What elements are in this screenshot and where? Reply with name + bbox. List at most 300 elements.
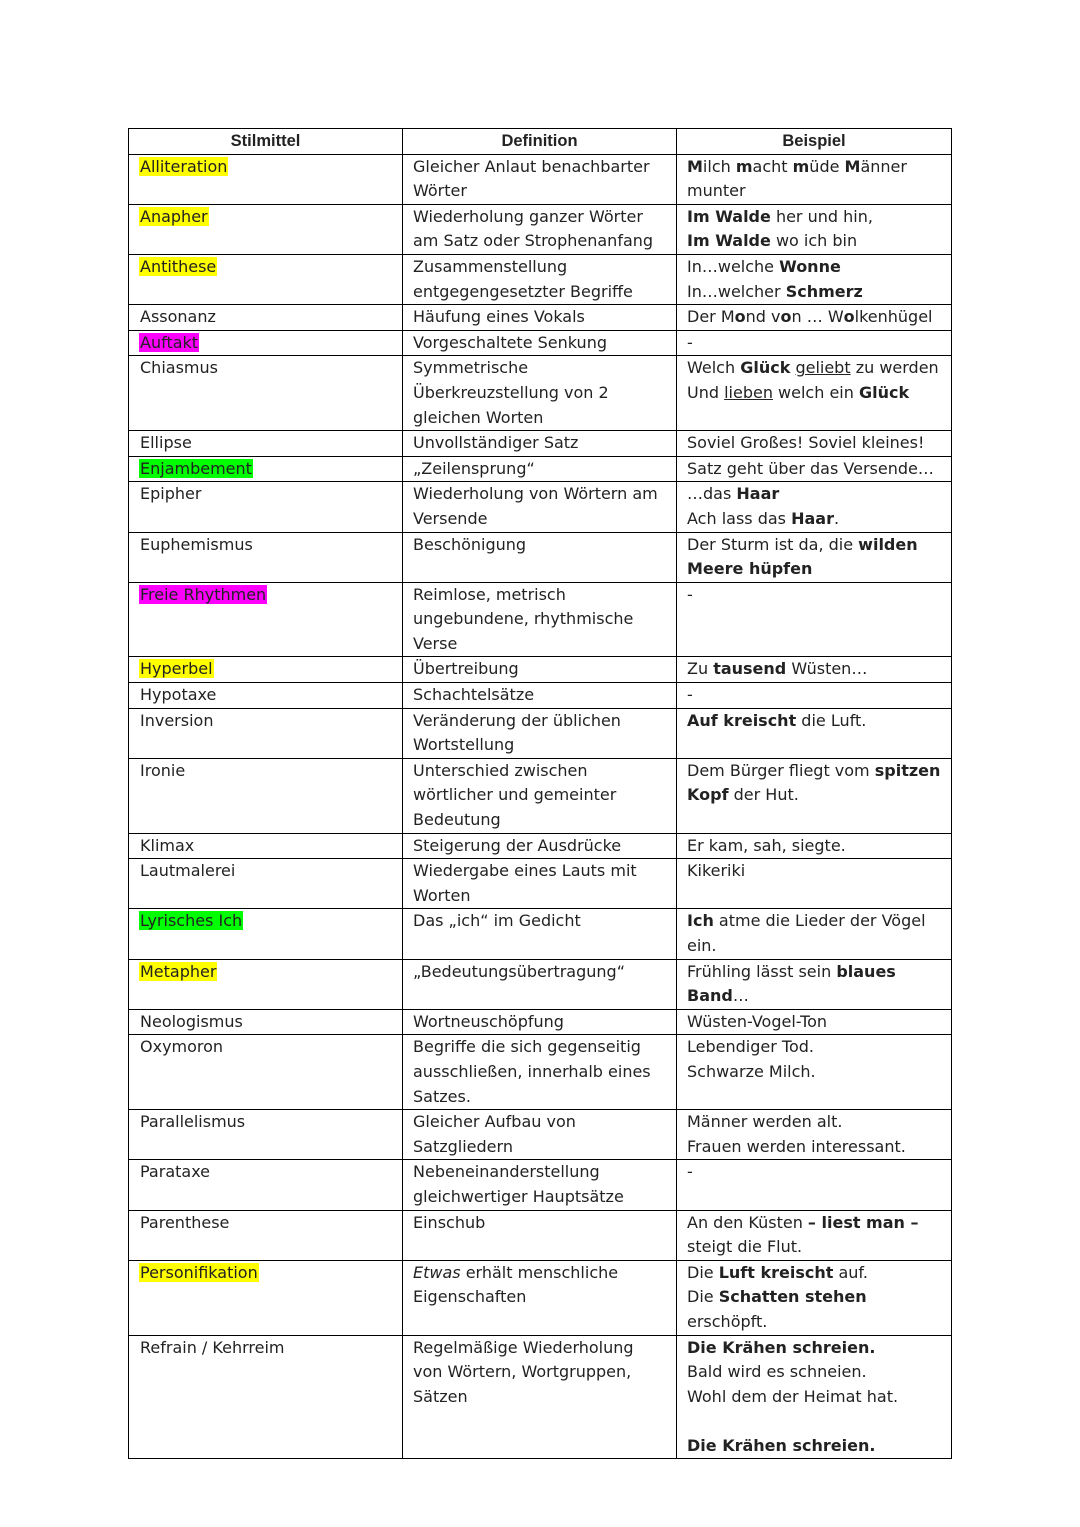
bold-text: Schatten stehen bbox=[718, 1287, 867, 1307]
definition-cell bbox=[403, 532, 677, 582]
cell-line bbox=[687, 1211, 947, 1236]
table-row bbox=[129, 1160, 952, 1210]
cell-line bbox=[687, 1010, 947, 1035]
text-run: Begriffe die sich gegenseitig bbox=[413, 1037, 641, 1057]
text-run: Regelmäßige Wiederholung bbox=[413, 1337, 634, 1357]
stilmittel-cell bbox=[129, 254, 403, 304]
definition-cell bbox=[403, 1210, 677, 1260]
stilmittel-cell bbox=[129, 356, 403, 431]
table-row bbox=[129, 482, 952, 532]
bold-text: wilden bbox=[858, 534, 918, 554]
cell-line bbox=[413, 1261, 672, 1286]
bold-text: M bbox=[687, 156, 703, 176]
cell-line bbox=[413, 1110, 672, 1135]
stilmittel-term: Hyperbel bbox=[140, 659, 213, 679]
cell-line bbox=[413, 583, 672, 608]
beispiel-cell bbox=[677, 482, 952, 532]
beispiel-cell bbox=[677, 356, 952, 431]
definition-cell bbox=[403, 683, 677, 709]
text-run: Versende bbox=[413, 508, 488, 528]
text-run: die Luft. bbox=[796, 710, 867, 730]
text-run: änner bbox=[860, 156, 907, 176]
beispiel-cell bbox=[677, 1335, 952, 1459]
text-run: … bbox=[732, 986, 749, 1006]
cell-line bbox=[413, 305, 672, 330]
text-run: Er kam, sah, siegte. bbox=[687, 835, 846, 855]
text-run: ausschließen, innerhalb eines bbox=[413, 1061, 651, 1081]
cell-line bbox=[687, 1035, 947, 1060]
cell-line bbox=[687, 1110, 947, 1135]
bold-text: Im Walde bbox=[687, 231, 771, 251]
cell-line bbox=[687, 960, 947, 985]
definition-cell bbox=[403, 456, 677, 482]
cell-line bbox=[413, 632, 672, 657]
text-run: Wiedergabe eines Lauts mit bbox=[413, 861, 637, 881]
cell-line bbox=[687, 934, 947, 959]
cell-line bbox=[687, 457, 947, 482]
cell-line bbox=[413, 1010, 672, 1035]
stilmittel-term: Parataxe bbox=[140, 1162, 211, 1182]
table-row bbox=[129, 657, 952, 683]
definition-cell bbox=[403, 1035, 677, 1110]
stilmittel-term: Oxymoron bbox=[140, 1037, 224, 1057]
text-run: Schwarze Milch. bbox=[687, 1061, 816, 1081]
text-run: Symmetrische bbox=[413, 358, 529, 378]
bold-text: o bbox=[843, 307, 855, 327]
header-stilmittel: Stilmittel bbox=[129, 129, 403, 155]
definition-cell bbox=[403, 859, 677, 909]
text-run: In…welcher bbox=[687, 281, 786, 301]
definition-cell bbox=[403, 482, 677, 532]
text-run: Verse bbox=[413, 633, 458, 653]
cell-line bbox=[413, 859, 672, 884]
table-row bbox=[129, 959, 952, 1009]
text-run: Zu bbox=[687, 659, 714, 679]
stilmittel-term: Chiasmus bbox=[140, 358, 218, 378]
cell-line bbox=[413, 909, 672, 934]
underlined-text: geliebt bbox=[795, 358, 851, 378]
header-definition: Definition bbox=[403, 129, 677, 155]
table-row bbox=[129, 204, 952, 254]
beispiel-cell bbox=[677, 909, 952, 959]
text-run: Satzes. bbox=[413, 1086, 471, 1106]
definition-cell bbox=[403, 431, 677, 457]
beispiel-cell bbox=[677, 1035, 952, 1110]
beispiel-cell bbox=[677, 758, 952, 833]
cell-line bbox=[687, 155, 947, 180]
text-run: Welch bbox=[687, 358, 741, 378]
text-run: munter bbox=[687, 181, 746, 201]
text-run: üde bbox=[809, 156, 845, 176]
text-run: Wiederholung ganzer Wörter bbox=[413, 206, 643, 226]
cell-line bbox=[413, 1185, 672, 1210]
stilmittel-term: Parenthese bbox=[140, 1212, 230, 1232]
text-run: her und hin, bbox=[770, 206, 873, 226]
definition-cell bbox=[403, 959, 677, 1009]
table-row bbox=[129, 909, 952, 959]
bold-text: tausend bbox=[713, 659, 787, 679]
text-run: Häufung eines Vokals bbox=[413, 307, 585, 327]
stilmittel-table bbox=[128, 128, 952, 1459]
cell-line bbox=[687, 583, 947, 608]
stilmittel-cell bbox=[129, 1210, 403, 1260]
cell-line bbox=[413, 1160, 672, 1185]
beispiel-cell bbox=[677, 657, 952, 683]
bold-text: Glück bbox=[740, 358, 791, 378]
cell-line bbox=[687, 1160, 947, 1185]
definition-cell bbox=[403, 582, 677, 657]
cell-line bbox=[687, 783, 947, 808]
stilmittel-term: Alliteration bbox=[140, 156, 228, 176]
table-row bbox=[129, 1260, 952, 1335]
text-run: . bbox=[833, 508, 840, 528]
stilmittel-term: Metapher bbox=[140, 961, 217, 981]
stilmittel-cell bbox=[129, 330, 403, 356]
bold-text: Glück bbox=[858, 382, 910, 402]
cell-line bbox=[413, 507, 672, 532]
cell-line bbox=[687, 1434, 947, 1459]
cell-line bbox=[687, 255, 947, 280]
stilmittel-cell bbox=[129, 431, 403, 457]
text-run: - bbox=[687, 332, 693, 352]
bold-text: Luft kreischt bbox=[718, 1262, 834, 1282]
stilmittel-term: Anapher bbox=[140, 206, 208, 226]
text-run: …das bbox=[687, 484, 737, 504]
beispiel-cell bbox=[677, 154, 952, 204]
table-row bbox=[129, 708, 952, 758]
cell-line bbox=[687, 1385, 947, 1410]
cell-line bbox=[687, 984, 947, 1009]
text-run: Sätzen bbox=[413, 1386, 468, 1406]
bold-text: Wonne bbox=[779, 256, 841, 276]
bold-text: Im Walde bbox=[687, 206, 771, 226]
cell-line bbox=[687, 557, 947, 582]
text-run: n … W bbox=[791, 307, 844, 327]
cell-line bbox=[413, 1385, 672, 1410]
stilmittel-cell bbox=[129, 1335, 403, 1459]
cell-line bbox=[413, 533, 672, 558]
definition-cell bbox=[403, 154, 677, 204]
text-run: Einschub bbox=[413, 1212, 486, 1232]
text-run: Die bbox=[687, 1287, 719, 1307]
cell-line bbox=[413, 381, 672, 406]
bold-text: Schmerz bbox=[785, 281, 863, 301]
stilmittel-cell bbox=[129, 1110, 403, 1160]
text-run: lkenhügel bbox=[854, 307, 933, 327]
stilmittel-term: Epipher bbox=[140, 484, 202, 504]
stilmittel-term: Personifikation bbox=[140, 1262, 258, 1282]
beispiel-cell bbox=[677, 204, 952, 254]
text-run: Unterschied zwischen bbox=[413, 760, 588, 780]
text-run: erhält menschliche bbox=[460, 1262, 619, 1282]
bold-text: Die Krähen schreien. bbox=[687, 1435, 876, 1455]
cell-line bbox=[687, 1261, 947, 1286]
definition-cell bbox=[403, 204, 677, 254]
cell-line bbox=[413, 1211, 672, 1236]
definition-cell bbox=[403, 305, 677, 331]
cell-line bbox=[413, 709, 672, 734]
text-run: Satzgliedern bbox=[413, 1136, 513, 1156]
cell-line bbox=[687, 1409, 947, 1434]
cell-line bbox=[413, 657, 672, 682]
cell-line bbox=[687, 859, 947, 884]
text-run: Kikeriki bbox=[687, 861, 746, 881]
cell-line bbox=[687, 1235, 947, 1260]
table-row bbox=[129, 254, 952, 304]
text-run: Wüsten… bbox=[786, 659, 868, 679]
cell-line bbox=[413, 229, 672, 254]
cell-line bbox=[413, 683, 672, 708]
text-run: ungebundene, rhythmische bbox=[413, 609, 634, 629]
stilmittel-cell bbox=[129, 1260, 403, 1335]
text-run: Der M bbox=[687, 307, 735, 327]
text-run: wörtlicher und gemeinter bbox=[413, 785, 617, 805]
cell-line bbox=[687, 229, 947, 254]
text-run: Schachtelsätze bbox=[413, 685, 535, 705]
text-run: An den Küsten bbox=[687, 1212, 808, 1232]
cell-line bbox=[687, 507, 947, 532]
beispiel-cell bbox=[677, 330, 952, 356]
cell-line bbox=[413, 205, 672, 230]
text-run: zu werden bbox=[850, 358, 939, 378]
table-row bbox=[129, 582, 952, 657]
table-row bbox=[129, 456, 952, 482]
text-run: von Wörtern, Wortgruppen, bbox=[413, 1362, 632, 1382]
bold-text: Die Krähen schreien. bbox=[687, 1337, 876, 1357]
table-row bbox=[129, 833, 952, 859]
beispiel-cell bbox=[677, 456, 952, 482]
stilmittel-cell bbox=[129, 305, 403, 331]
definition-cell bbox=[403, 356, 677, 431]
text-run: Lebendiger Tod. bbox=[687, 1037, 814, 1057]
table-row bbox=[129, 1009, 952, 1035]
definition-cell bbox=[403, 708, 677, 758]
cell-line bbox=[687, 1135, 947, 1160]
cell-line bbox=[413, 356, 672, 381]
cell-line bbox=[413, 960, 672, 985]
stilmittel-term: Antithese bbox=[140, 256, 217, 276]
text-run: Wortneuschöpfung bbox=[413, 1011, 564, 1031]
stilmittel-cell bbox=[129, 758, 403, 833]
text-run: - bbox=[687, 584, 693, 604]
cell-line bbox=[687, 305, 947, 330]
cell-line bbox=[413, 280, 672, 305]
text-run: erschöpft. bbox=[687, 1311, 768, 1331]
cell-line bbox=[413, 1060, 672, 1085]
cell-line bbox=[687, 1336, 947, 1361]
stilmittel-term: Klimax bbox=[140, 835, 195, 855]
table-row bbox=[129, 532, 952, 582]
stilmittel-document bbox=[128, 128, 951, 1459]
text-run: wo ich bin bbox=[770, 231, 858, 251]
text-run: Wörter bbox=[413, 181, 467, 201]
cell-line bbox=[413, 406, 672, 431]
text-run: In…welche bbox=[687, 256, 780, 276]
text-run: - bbox=[687, 685, 693, 705]
cell-line bbox=[687, 381, 947, 406]
beispiel-cell bbox=[677, 1009, 952, 1035]
table-row bbox=[129, 330, 952, 356]
text-run: Beschönigung bbox=[413, 534, 527, 554]
stilmittel-term: Lyrisches Ich bbox=[140, 911, 243, 931]
definition-cell bbox=[403, 1335, 677, 1459]
cell-line bbox=[413, 884, 672, 909]
text-run: ein. bbox=[687, 936, 717, 955]
definition-cell bbox=[403, 833, 677, 859]
stilmittel-cell bbox=[129, 683, 403, 709]
cell-line bbox=[687, 482, 947, 507]
stilmittel-cell bbox=[129, 1009, 403, 1035]
table-row bbox=[129, 1210, 952, 1260]
cell-line bbox=[687, 533, 947, 558]
cell-line bbox=[687, 280, 947, 305]
text-run: Ach lass das bbox=[687, 508, 792, 528]
definition-cell bbox=[403, 1110, 677, 1160]
stilmittel-cell bbox=[129, 482, 403, 532]
cell-line bbox=[413, 607, 672, 632]
cell-line bbox=[413, 1285, 672, 1310]
stilmittel-cell bbox=[129, 859, 403, 909]
table-body bbox=[129, 154, 952, 1459]
table-row bbox=[129, 154, 952, 204]
stilmittel-term: Lautmalerei bbox=[140, 861, 236, 881]
bold-text: blaues bbox=[836, 961, 896, 981]
text-run: Steigerung der Ausdrücke bbox=[413, 835, 622, 855]
cell-line bbox=[687, 1360, 947, 1385]
cell-line bbox=[687, 431, 947, 456]
cell-line bbox=[687, 331, 947, 356]
cell-line bbox=[413, 783, 672, 808]
text-run: Wortstellung bbox=[413, 735, 515, 755]
beispiel-cell bbox=[677, 683, 952, 709]
bold-text: Auf kreischt bbox=[687, 710, 797, 730]
bold-text: Band bbox=[687, 986, 733, 1006]
text-run: - bbox=[687, 1162, 693, 1182]
text-run: Vorgeschaltete Senkung bbox=[413, 332, 607, 352]
stilmittel-cell bbox=[129, 657, 403, 683]
definition-cell bbox=[403, 909, 677, 959]
stilmittel-cell bbox=[129, 456, 403, 482]
text-run: acht bbox=[752, 156, 793, 176]
cell-line bbox=[413, 482, 672, 507]
cell-line bbox=[687, 834, 947, 859]
stilmittel-cell bbox=[129, 708, 403, 758]
text-run: Der Sturm ist da, die bbox=[687, 534, 859, 554]
cell-line bbox=[687, 179, 947, 204]
definition-cell bbox=[403, 1160, 677, 1210]
stilmittel-term: Parallelismus bbox=[140, 1112, 246, 1132]
text-run: Bedeutung bbox=[413, 810, 501, 830]
italic-text: Etwas bbox=[413, 1262, 461, 1282]
stilmittel-term: Euphemismus bbox=[140, 534, 253, 554]
bold-text: o bbox=[734, 307, 746, 327]
definition-cell bbox=[403, 1260, 677, 1335]
stilmittel-term: Enjambement bbox=[140, 458, 252, 478]
beispiel-cell bbox=[677, 305, 952, 331]
beispiel-cell bbox=[677, 1210, 952, 1260]
bold-text: Kopf bbox=[687, 785, 729, 805]
stilmittel-cell bbox=[129, 582, 403, 657]
table-row bbox=[129, 758, 952, 833]
stilmittel-term: Assonanz bbox=[140, 307, 216, 327]
cell-line bbox=[413, 331, 672, 356]
text-run: Wohl dem der Heimat hat. bbox=[687, 1386, 899, 1406]
table-row bbox=[129, 305, 952, 331]
stilmittel-term: Inversion bbox=[140, 710, 214, 730]
beispiel-cell bbox=[677, 859, 952, 909]
stilmittel-cell bbox=[129, 909, 403, 959]
bold-text: m bbox=[792, 156, 810, 176]
text-run: Übertreibung bbox=[413, 659, 519, 679]
stilmittel-cell bbox=[129, 959, 403, 1009]
text-run: der Hut. bbox=[728, 785, 799, 805]
cell-line bbox=[413, 1135, 672, 1160]
beispiel-cell bbox=[677, 1260, 952, 1335]
cell-line bbox=[413, 1336, 672, 1361]
text-run: Eigenschaften bbox=[413, 1287, 527, 1307]
bold-text: Haar bbox=[736, 484, 780, 504]
text-run: nd v bbox=[745, 307, 781, 327]
text-run: Worten bbox=[413, 885, 471, 905]
stilmittel-term: Ellipse bbox=[140, 433, 192, 453]
beispiel-cell bbox=[677, 431, 952, 457]
cell-line bbox=[413, 155, 672, 180]
beispiel-cell bbox=[677, 582, 952, 657]
text-run: Reimlose, metrisch bbox=[413, 584, 566, 604]
text-run: Und bbox=[687, 382, 725, 402]
beispiel-cell bbox=[677, 532, 952, 582]
table-header-row bbox=[129, 129, 952, 155]
table-row bbox=[129, 1110, 952, 1160]
cell-line bbox=[413, 808, 672, 833]
text-run: atme die Lieder der Vögel bbox=[713, 911, 926, 931]
header-beispiel: Beispiel bbox=[677, 129, 952, 155]
beispiel-cell bbox=[677, 1160, 952, 1210]
stilmittel-cell bbox=[129, 532, 403, 582]
text-run: „Zeilensprung“ bbox=[413, 458, 535, 478]
text-run: Unvollständiger Satz bbox=[413, 433, 579, 453]
table-row bbox=[129, 683, 952, 709]
text-run: Das „ich“ im Gedicht bbox=[413, 911, 581, 931]
stilmittel-cell bbox=[129, 154, 403, 204]
cell-line bbox=[413, 179, 672, 204]
text-run: Dem Bürger fliegt vom bbox=[687, 760, 875, 780]
cell-line bbox=[687, 683, 947, 708]
text-run: entgegengesetzter Begriffe bbox=[413, 281, 633, 301]
cell-line bbox=[687, 759, 947, 784]
text-run: auf. bbox=[833, 1262, 868, 1282]
bold-text: m bbox=[735, 156, 753, 176]
bold-text: o bbox=[780, 307, 792, 327]
stilmittel-term: Ironie bbox=[140, 760, 186, 780]
definition-cell bbox=[403, 1009, 677, 1035]
table-row bbox=[129, 431, 952, 457]
text-run: Veränderung der üblichen bbox=[413, 710, 621, 730]
text-run: gleichen Worten bbox=[413, 407, 544, 427]
text-run: Bald wird es schneien. bbox=[687, 1362, 867, 1382]
text-run: Wüsten-Vogel-Ton bbox=[687, 1011, 828, 1031]
text-run: am Satz oder Strophenanfang bbox=[413, 231, 654, 251]
stilmittel-cell bbox=[129, 1160, 403, 1210]
definition-cell bbox=[403, 758, 677, 833]
cell-line bbox=[687, 657, 947, 682]
cell-line bbox=[413, 255, 672, 280]
cell-line bbox=[687, 709, 947, 734]
bold-text: – liest man – bbox=[807, 1212, 919, 1232]
stilmittel-cell bbox=[129, 833, 403, 859]
cell-line bbox=[413, 1085, 672, 1110]
stilmittel-term: Refrain / Kehrreim bbox=[140, 1337, 285, 1357]
